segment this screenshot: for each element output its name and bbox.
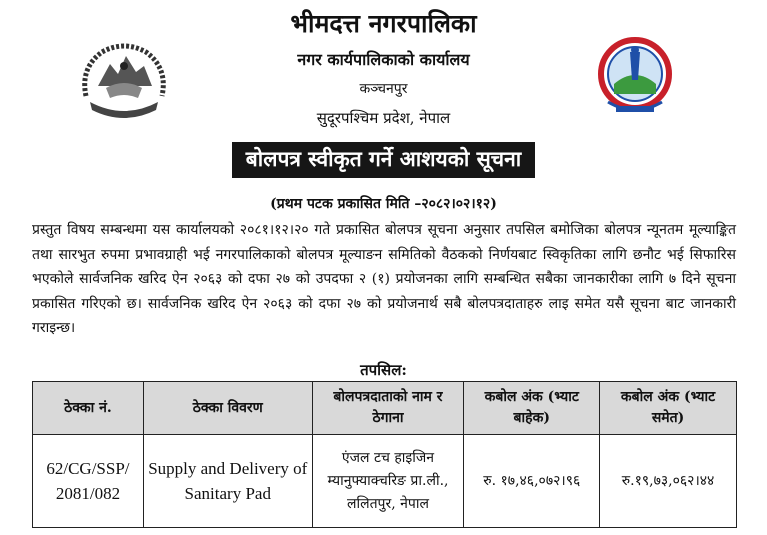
header-amount-incl-vat: कबोल अंक (भ्याट समेत) — [600, 382, 737, 435]
cell-contract-no: 62/CG/SSP/ 2081/082 — [33, 435, 144, 528]
publication-date: (प्रथम पटक प्रकासित मिति –२०८२।०२।१२) — [270, 196, 497, 212]
header-amount-excl-vat: कबोल अंक (भ्याट बाहेक) — [464, 382, 600, 435]
header-contract-desc: ठेक्का विवरण — [143, 382, 312, 435]
office-name: नगर कार्यपालिकाको कार्यालय — [297, 50, 470, 69]
notice-body: प्रस्तुत विषय सम्बन्धमा यस कार्यालयको २०८१।१२।२० गते प्रकासित बोलपत्र सूचना अनुसार तपसिल बमोजिका बोलपत्र न्यूनतम मूल्याङ्कित तथा सारभुत रुपमा प्रभावग्राही भई नगरपालिकाको बोलपत्र मूल्याङन समितिको वैठकको निर्णयबाट स्विकृतिका लागि छनौट भई सिफारिस भएकोले सार्वजनिक खरिद ऐन २०६३ को दफा २७ को उपदफा २ (१) प्रयोजनका लागि सम्बन्धित सबैका जानकारीका लागि ७ दिने सूचना प्रकासित गरिएको छ। सार्वजनिक खरिद ऐन २०६३ को दफा २७ को प्रयोजनार्थ सबै बोलपत्रदाताहरु लाइ समेत यसै सूचना बाट जानकारी गराइन्छ। — [32, 222, 736, 337]
cell-amount-excl-vat: रु. १७,४६,०७२।९६ — [464, 435, 600, 528]
notice-title-wrap — [0, 142, 767, 178]
contract-table — [32, 381, 737, 528]
table-row — [33, 435, 737, 528]
cell-bidder: एंजल टच हाइजिन म्यानुफ्याक्चरिङ प्रा.ली., ललितपुर, नेपाल — [312, 435, 464, 528]
table-header-row — [33, 382, 737, 435]
header-bidder: बोलपत्रदाताको नाम र ठेगाना — [312, 382, 464, 435]
district-name: कञ्चनपुर — [359, 81, 408, 97]
header-contract-no: ठेक्का नं. — [33, 382, 144, 435]
details-label: तपसिल: — [360, 361, 407, 379]
province-name: सुदूरपश्चिम प्रदेश, नेपाल — [316, 109, 451, 127]
cell-contract-desc: Supply and Delivery of Sanitary Pad — [143, 435, 312, 528]
notice-title: बोलपत्र स्वीकृत गर्ने आशयको सूचना — [232, 142, 535, 178]
cell-amount-incl-vat: रु.१९,७३,०६२।४४ — [600, 435, 737, 528]
municipality-name: भीमदत्त नगरपालिका — [290, 9, 477, 38]
